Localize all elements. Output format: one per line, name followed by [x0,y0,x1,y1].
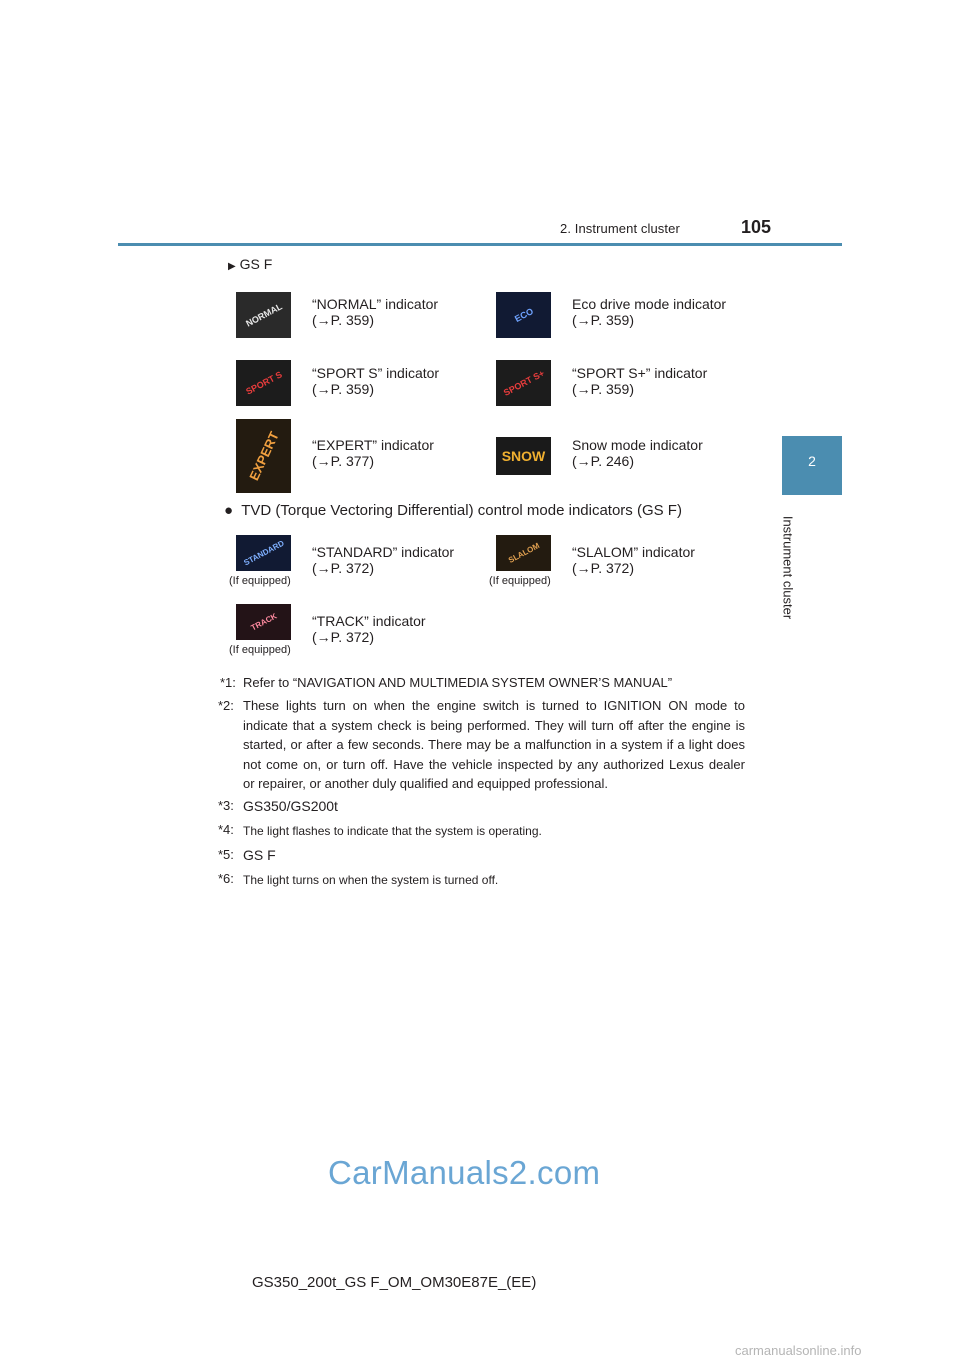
page-number: 105 [741,217,772,237]
section-title: 2. Instrument cluster [560,221,680,236]
indicator-expert: “EXPERT” indicator (→P. 377) [312,437,434,469]
footnote-5: GS F [243,847,276,863]
sport-s-indicator-icon: SPORT S [236,360,291,406]
watermark: CarManuals2.com [328,1154,601,1191]
indicator-slalom: “SLALOM” indicator (→P. 372) [572,544,695,576]
tvd-heading: ● TVD (Torque Vectoring Differential) control mode indicators (GS F) [224,502,682,519]
page-reference[interactable]: (→P. 372) [572,560,634,576]
footnote-marker: *4: [218,822,234,837]
indicator-sport-s-plus: “SPORT S+” indicator (→P. 359) [572,365,708,397]
indicator-eco: Eco drive mode indicator (→P. 359) [572,296,727,328]
triangle-bullet-icon: ▶ [228,261,236,272]
snow-indicator-icon: SNOW [496,437,551,475]
if-equipped-note: (If equipped) [489,575,551,587]
indicator-track: “TRACK” indicator (→P. 372) [312,613,426,645]
indicator-sport-s: “SPORT S” indicator (→P. 359) [312,365,440,397]
page-reference[interactable]: (→P. 377) [312,453,374,469]
eco-indicator-icon: ECO [496,292,551,338]
page-reference[interactable]: (→P. 359) [572,381,634,397]
circle-bullet-icon: ● [224,502,234,519]
footnote-marker: *1: [220,675,236,690]
standard-indicator-icon: STANDARD [236,535,291,571]
indicator-snow: Snow mode indicator (→P. 246) [572,437,703,469]
footnote-4: The light flashes to indicate that the system is operating. [243,824,542,838]
footnote-1: Refer to “NAVIGATION AND MULTIMEDIA SYSTEM OWNER’S MANUAL” [243,675,673,690]
if-equipped-note: (If equipped) [229,575,291,587]
normal-indicator-icon: NORMAL [236,292,291,338]
if-equipped-note: (If equipped) [229,644,291,656]
page-reference[interactable]: (→P. 359) [312,381,374,397]
indicator-standard: “STANDARD” indicator (→P. 372) [312,544,455,576]
watermark-bottom: carmanualsonline.info [735,1343,862,1358]
page-reference[interactable]: (→P. 359) [572,312,634,328]
page-reference[interactable]: (→P. 372) [312,629,374,645]
page-reference[interactable]: (→P. 372) [312,560,374,576]
footnote-3: GS350/GS200t [243,798,338,814]
footnote-marker: *3: [218,798,234,813]
header-rule [118,243,842,246]
footnote-6: The light turns on when the system is turned off. [243,873,499,887]
subheading: ▶ GS F [228,256,273,272]
sport-s-plus-indicator-icon: SPORT S+ [496,360,551,406]
track-indicator-icon: TRACK [236,604,291,640]
footnote-marker: *5: [218,847,234,862]
chapter-tab[interactable]: 2 [782,436,842,495]
page-reference[interactable]: (→P. 359) [312,312,374,328]
footer-code: GS350_200t_GS F_OM_OM30E87E_(EE) [252,1274,537,1291]
chapter-tab-label: Instrument cluster [780,515,796,620]
footnote-2: These lights turn on when the engine switch is turned to IGNITION ON mode to indicate that a system check is being performed. They will turn off after the engine is started, or after a few seconds. There may be a malfunction in a system if a light does not come on, or turn off. Have the vehicle inspected by any authorized Lexus dealer or repairer, or another duly qualified and equipped professional. [243,698,745,791]
slalom-indicator-icon: SLALOM [496,535,551,571]
expert-indicator-icon: EXPERT [236,419,291,493]
footnote-marker: *2: [218,698,234,713]
page-reference[interactable]: (→P. 246) [572,453,634,469]
footnote-marker: *6: [218,871,234,886]
indicator-normal: “NORMAL” indicator (→P. 359) [312,296,439,328]
